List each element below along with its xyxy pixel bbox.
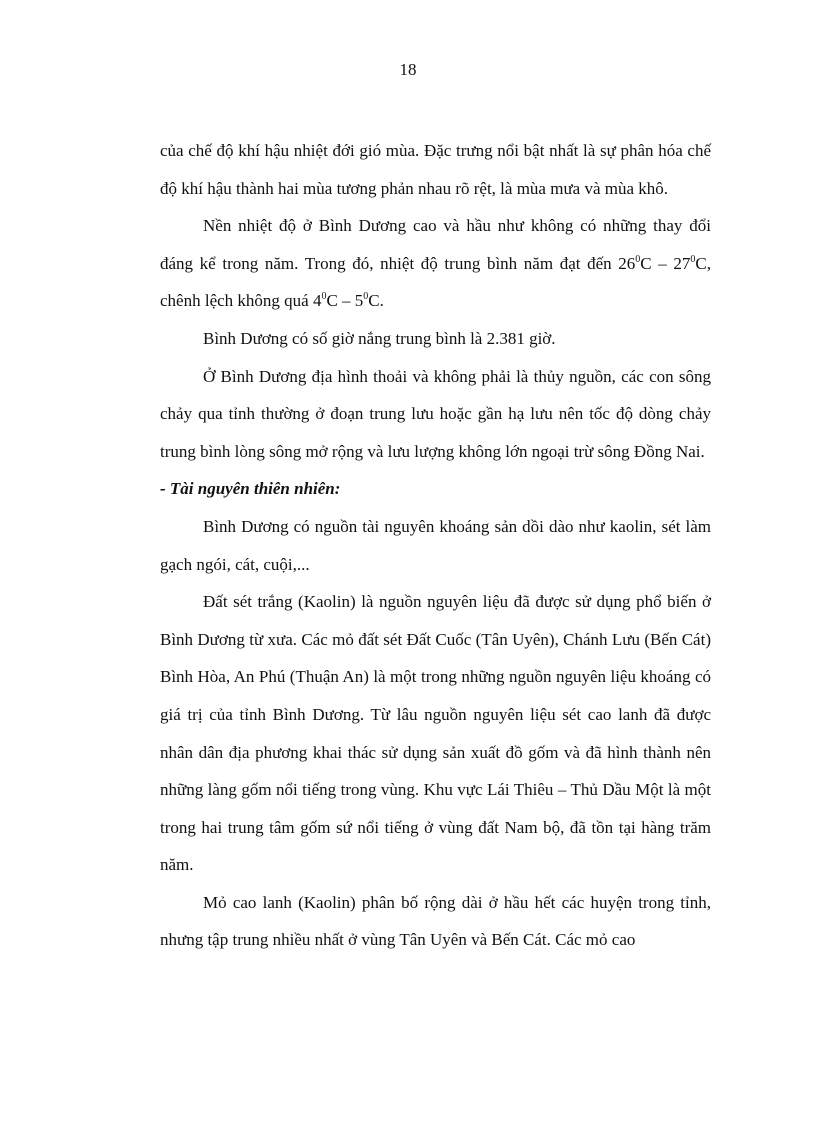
- section-heading-natural-resources: - Tài nguyên thiên nhiên:: [160, 479, 341, 499]
- degree-superscript: 0: [321, 291, 327, 303]
- paragraph-sunshine: Bình Dương có số giờ nắng trung bình là 2.381 giờ.: [203, 328, 556, 348]
- paragraph-rivers: Ở Bình Dương địa hình thoải và không phải là thủy nguồn, các con sông chảy qua tỉnh thường ở đoạn trung lưu hoặc gần hạ lưu nên tốc độ dòng chảy trung bình lòng sông mở rộng và lưu lượng không lớn ngoại trừ sông Đồng Nai.: [160, 366, 711, 461]
- temperature-text-3: C, chênh lệch không quá 4: [160, 253, 711, 311]
- temperature-text-4: C – 5: [326, 291, 364, 311]
- paragraph-kaolin-clay: Đất sét trắng (Kaolin) là nguồn nguyên liệu đã được sử dụng phổ biến ở Bình Dương từ xưa. Các mỏ đất sét Đất Cuốc (Tân Uyên), Chánh Lưu (Bến Cát) Bình Hòa, An Phú (Thuận An) là một trong những nguồn nguyên liệu khoáng có giá trị của tỉnh Bình Dương. Từ lâu nguồn nguyên liệu sét cao lanh đã được nhân dân địa phương khai thác sử dụng sản xuất đồ gốm và đã hình thành nên những làng gốm nổi tiếng trong vùng. Khu vực Lái Thiêu – Thủ Dầu Một là một trong hai trung tâm gốm sứ nổi tiếng ở vùng đất Nam bộ, đã tồn tại hàng trăm năm.: [160, 592, 711, 875]
- paragraph-minerals: Bình Dương có nguồn tài nguyên khoáng sản dồi dào như kaolin, sét làm gạch ngói, cát, cuội,...: [160, 516, 711, 574]
- paragraph-climate-continuation: của chế độ khí hậu nhiệt đới gió mùa. Đặc trưng nổi bật nhất là sự phân hóa chế độ khí hậu thành hai mùa tương phản nhau rõ rệt, là mùa mưa và mùa khô.: [160, 141, 711, 198]
- temperature-text-1: Nền nhiệt độ ở Bình Dương cao và hầu như không có những thay đổi đáng kể trong năm. Trong đó, nhiệt độ trung bình năm đạt đến 26: [160, 216, 711, 273]
- degree-superscript: 0: [690, 253, 696, 265]
- document-body: [160, 132, 711, 959]
- temperature-text-2: C – 27: [640, 253, 691, 273]
- paragraph-temperature: [160, 207, 711, 320]
- paragraph-kaolin-mines: Mỏ cao lanh (Kaolin) phân bố rộng dài ở hầu hết các huyện trong tỉnh, nhưng tập trung nhiều nhất ở vùng Tân Uyên và Bến Cát. Các mỏ cao: [160, 892, 711, 950]
- temperature-text-5: C.: [368, 291, 384, 311]
- degree-superscript: 0: [363, 291, 369, 303]
- page-number: 18: [399, 60, 417, 79]
- degree-superscript: 0: [635, 253, 641, 265]
